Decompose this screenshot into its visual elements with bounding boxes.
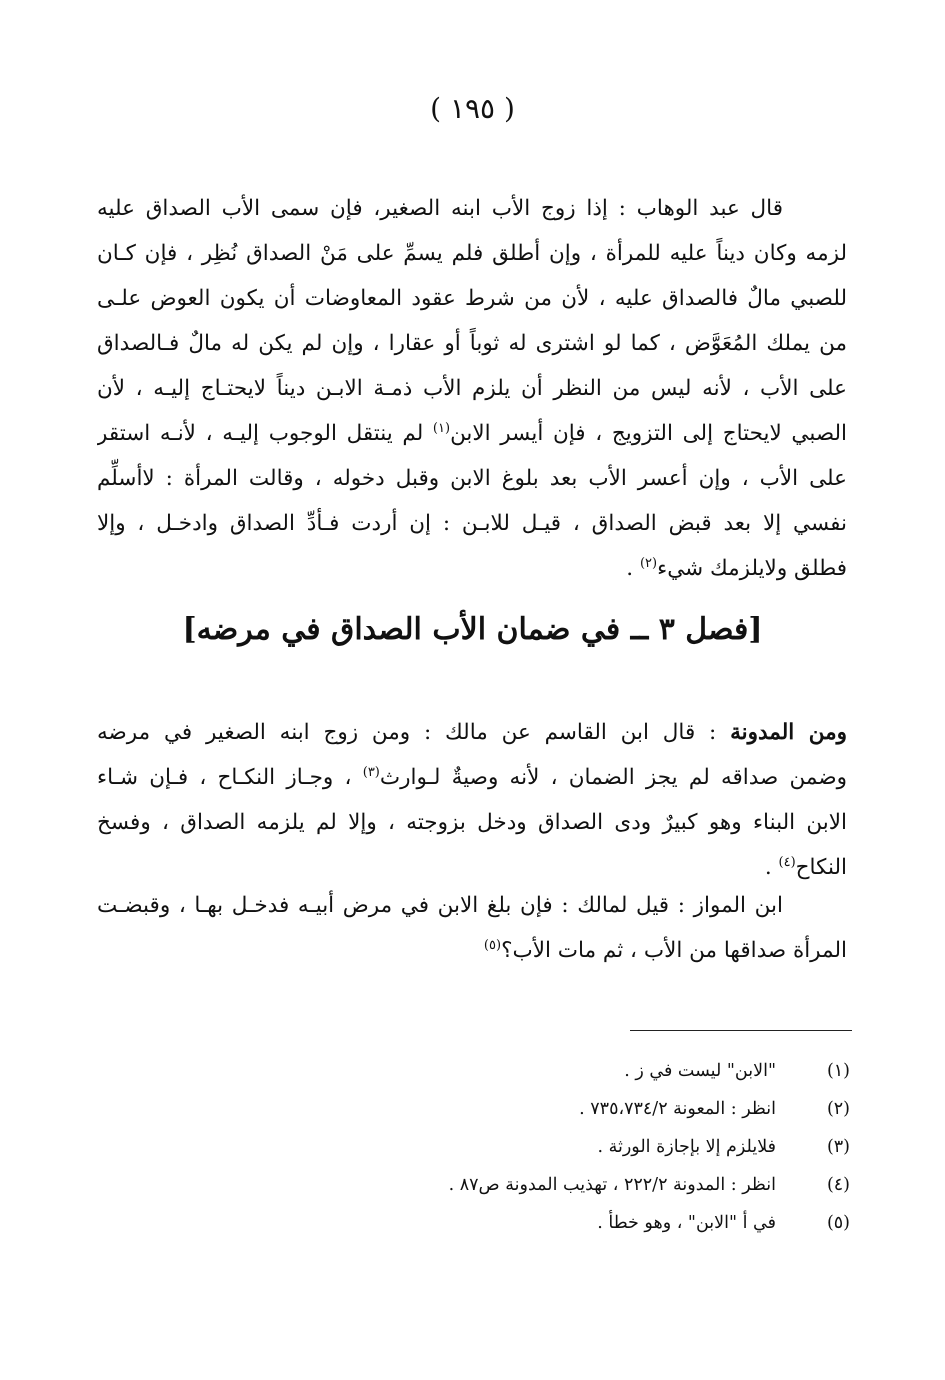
footnote-marker: (٢) — [639, 555, 658, 571]
text-line: من يملك المُعَوَّض ، كما لو اشترى له ثوباً أو عقارا ، وإن لم يكن له مالٌ فـالصداق — [97, 331, 847, 356]
footnote-number: (١) — [826, 1061, 850, 1081]
text-segment: . — [626, 556, 634, 581]
text-line — [97, 755, 847, 800]
footnote-text: "الابن" ليست في ز . — [624, 1061, 776, 1081]
footnote-separator — [630, 1030, 852, 1031]
footnote-marker: (٤) — [778, 854, 796, 870]
paragraph-mudawwana — [97, 710, 847, 890]
text-line: الابن البناء وهو كبيرٌ ودى الصداق ودخل بزوجته ، وإلا لم يلزمه الصداق ، وفسخ — [97, 810, 847, 835]
footnote-text: فلايلزم إلا بإجازة الورثة . — [597, 1137, 776, 1157]
text-segment: فطلق ولايلزمك شيء — [657, 556, 847, 581]
footnote-text: في أ "الابن" ، وهو خطأ . — [597, 1213, 776, 1233]
text-segment: . — [764, 855, 772, 880]
text-line: للصبي مالٌ فالصداق عليه ، لأن من شرط عقود المعاوضات أن يكون العوض علـى — [97, 286, 847, 311]
footnote-item — [90, 1166, 850, 1204]
page-number: ( ١٩٥ ) — [430, 92, 515, 125]
text-line — [97, 411, 847, 456]
text-segment: وضمن صداقه لم يجز الضمان ، لأنه وصيةٌ لـوارث — [379, 765, 847, 790]
footnote-number: (٢) — [826, 1099, 850, 1119]
footnote-marker: (٥) — [483, 937, 502, 953]
text-segment: لم ينتقل الوجوب إليـه ، لأنـه استقر — [97, 421, 424, 446]
text-segment: النكاح — [795, 855, 847, 880]
text-line: على الأب ، لأنه ليس من النظر أن يلزم الأب ذمـة الابـن ديناً لايحتـاج إليـه ، لأن — [97, 376, 847, 401]
paragraph-abd-al-wahhab — [97, 186, 847, 591]
text-line: ابن المواز : قيل لمالك : فإن بلغ الابن في مرض أبيـه فدخـل بهـا ، وقبضـت — [97, 893, 783, 918]
footnote-text: انظر : المعونة ٧٣٥،٧٣٤/٢ . — [579, 1099, 776, 1119]
footnote-item — [90, 1128, 850, 1166]
footnotes — [90, 1052, 850, 1242]
footnote-text: انظر : المدونة ٢٢٢/٢ ، تهذيب المدونة ص٨٧ . — [448, 1175, 776, 1195]
text-line — [97, 928, 847, 973]
footnote-item — [90, 1052, 850, 1090]
footnote-item — [90, 1204, 850, 1242]
text-segment: ، وجـاز النكـاح ، فـإن شـاء — [97, 765, 352, 790]
footnote-marker: (٣) — [362, 764, 380, 780]
text-segment: : قال ابن القاسم عن مالك : ومن زوج ابنه الصغير في مرضه — [97, 720, 717, 745]
footnote-item — [90, 1090, 850, 1128]
text-line: لزمه وكان ديناً عليه للمرأة ، وإن أطلق فلم يسمِّ على مَنْ الصداق نُظِر ، فإن كـان — [97, 241, 847, 266]
footnote-marker: (١) — [432, 420, 451, 436]
paragraph-lead: ومن المدونة — [730, 720, 847, 745]
text-segment: الصبي لايحتاج إلى التزويج ، فإن أيسر الابن — [450, 421, 847, 446]
text-line — [97, 710, 847, 755]
text-line — [97, 546, 847, 591]
footnote-number: (٤) — [826, 1175, 850, 1195]
text-line: على الأب ، وإن أعسر الأب بعد بلوغ الابن وقبل دخوله ، وقالت المرأة : لاأسلِّم — [97, 466, 847, 491]
text-line: نفسي إلا بعد قبض الصداق ، قيـل للابـن : إن أردت فـأدِّ الصداق وادخـل ، وإلا — [97, 511, 847, 536]
footnote-number: (٣) — [826, 1137, 850, 1157]
section-heading: [فصل ٣ ــ في ضمان الأب الصداق في مرضه] — [182, 612, 763, 647]
text-segment: المرأة صداقها من الأب ، ثم مات الأب؟ — [501, 938, 847, 963]
text-line: قال عبد الوهاب : إذا زوج الأب ابنه الصغير، فإن سمى الأب الصداق عليه — [97, 196, 783, 221]
paragraph-ibn-al-mawwaz — [97, 883, 847, 973]
footnote-number: (٥) — [826, 1213, 850, 1233]
